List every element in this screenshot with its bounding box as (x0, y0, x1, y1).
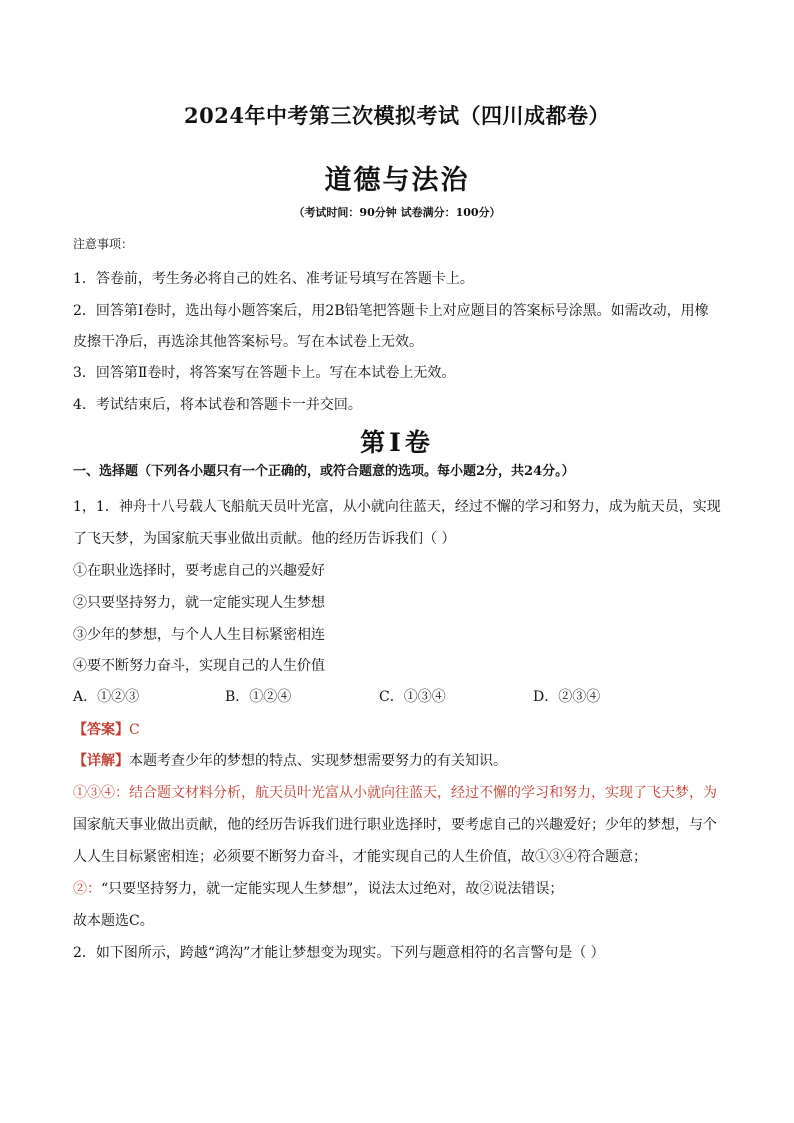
part-title: 第Ⅰ卷 (360, 428, 434, 457)
notes-item: 4．考试结束后，将本试卷和答题卡一并交回。 (73, 397, 362, 413)
analysis-line: 人人生目标紧密相连；必须要不断努力奋斗，才能实现自己的人生价值，故①③④符合题意； (73, 849, 647, 865)
detail-text: 本题考查少年的梦想的特点、实现梦想需要努力的有关知识。 (129, 753, 507, 769)
statement: ②只要坚持努力，就一定能实现人生梦想 (73, 595, 325, 611)
notes-item: 2．回答第Ⅰ卷时，选出每小题答案后，用2B铅笔把答题卡上对应题目的答案标号涂黑。如需改动，用橡 (73, 303, 709, 319)
detail-tag: 【详解】 (73, 753, 129, 769)
analysis-line: ①③④：结合题文材料分析，航天员叶光富从小就向往蓝天，经过不懈的学习和努力，实现了飞天梦，为 (73, 785, 717, 801)
question-2-stem: 2．如下图所示，跨越“鸿沟”才能让梦想变为现实。下列与题意相符的名言警句是（ ） (73, 945, 605, 961)
option-c: C．①③④ (379, 689, 446, 705)
notes-item: 皮擦干净后，再选涂其他答案标号。写在本试卷上无效。 (73, 334, 423, 350)
option-a: A．①②③ (73, 689, 140, 705)
analysis-marker: ②： (73, 881, 101, 897)
option-b: B．①②④ (225, 689, 292, 705)
question-1-stem: 1，1．神舟十八号载人飞船航天员叶光富，从小就向往蓝天，经过不懈的学习和努力，成为航天员，实现 (73, 499, 721, 515)
option-d: D．②③④ (533, 689, 601, 705)
notes-item: 3．回答第Ⅱ卷时，将答案写在答题卡上。写在本试卷上无效。 (73, 365, 456, 381)
section-heading: 一、选择题（下列各小题只有一个正确的，或符合题意的选项。每小题2分，共24分。） (73, 464, 575, 479)
answer-tag: 【答案】 (73, 722, 129, 738)
answer-line (73, 719, 140, 739)
answer-value: C (129, 722, 140, 738)
exam-info: （考试时间：90分钟 试卷满分：100分） (293, 206, 501, 219)
subject-title: 道德与法治 (324, 165, 470, 196)
analysis-line (73, 878, 563, 898)
analysis-line: 国家航天事业做出贡献，他的经历告诉我们进行职业选择时，要考虑自己的兴趣爱好；少年的梦想，与个 (73, 817, 717, 833)
statement: ③少年的梦想，与个人人生目标紧密相连 (73, 627, 325, 643)
notes-item: 1．答卷前，考生务必将自己的姓名、准考证号填写在答题卡上。 (73, 271, 474, 287)
question-1-stem: 了飞天梦，为国家航天事业做出贡献。他的经历告诉我们（ ） (73, 531, 456, 547)
notes-heading: 注意事项： (73, 237, 134, 251)
statement: ④要不断努力奋斗，实现自己的人生价值 (73, 658, 325, 674)
exam-title: 2024年中考第三次模拟考试（四川成都卷） (184, 103, 610, 128)
conclusion: 故本题选C。 (73, 913, 154, 929)
analysis-text: “只要坚持努力，就一定能实现人生梦想”，说法太过绝对，故②说法错误； (101, 881, 564, 897)
detail-line (73, 750, 507, 770)
statement: ①在职业选择时，要考虑自己的兴趣爱好 (73, 563, 325, 579)
